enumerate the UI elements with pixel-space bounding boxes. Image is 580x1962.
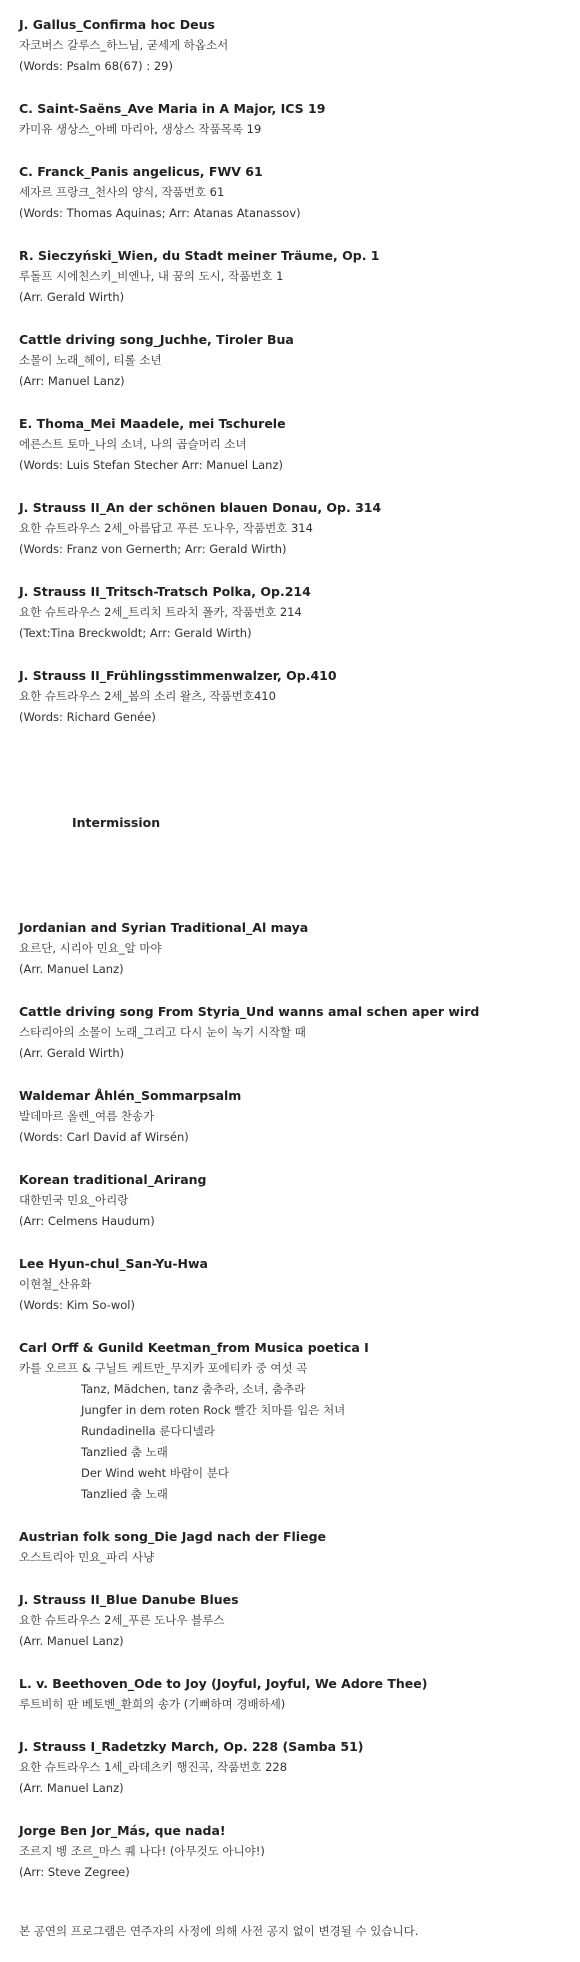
intermission-heading: Intermission	[72, 815, 161, 830]
piece-title: J. Gallus_Confirma hoc Deus	[19, 17, 215, 32]
program-piece	[19, 245, 569, 308]
piece-movement: Tanzlied 춤 노래	[81, 1487, 168, 1501]
spacer	[19, 1505, 569, 1526]
spacer	[19, 644, 569, 665]
program-piece	[19, 665, 569, 728]
piece-title: C. Saint-Saëns_Ave Maria in A Major, ICS 19	[19, 101, 326, 116]
program-piece	[19, 1337, 569, 1505]
piece-korean-title: 오스트리아 민요_파리 사냥	[19, 1550, 155, 1564]
program-piece	[19, 1001, 569, 1064]
spacer	[19, 1715, 569, 1736]
piece-credits: (Words: Franz von Gernerth; Arr: Gerald Wirth)	[19, 542, 287, 556]
piece-korean-title: 요르단, 시리아 민요_알 마야	[19, 941, 162, 955]
spacer	[19, 980, 569, 1001]
spacer	[19, 728, 569, 812]
piece-title: Jordanian and Syrian Traditional_Al maya	[19, 920, 309, 935]
piece-title: Lee Hyun-chul_San-Yu-Hwa	[19, 1256, 208, 1271]
piece-movement: Tanz, Mädchen, tanz 춤추라, 소녀, 춤추라	[81, 1382, 306, 1396]
program-piece	[19, 581, 569, 644]
piece-title: L. v. Beethoven_Ode to Joy (Joyful, Joyful, We Adore Thee)	[19, 1676, 428, 1691]
piece-korean-title: 발데마르 올렌_여름 찬송가	[19, 1109, 155, 1123]
piece-title: Korean traditional_Arirang	[19, 1172, 207, 1187]
program-piece	[19, 329, 569, 392]
program-piece	[19, 1085, 569, 1148]
piece-korean-title: 요한 슈트라우스 2세_아름답고 푸른 도나우, 작품번호 314	[19, 521, 313, 535]
piece-title: E. Thoma_Mei Maadele, mei Tschurele	[19, 416, 286, 431]
piece-credits: (Words: Richard Genée)	[19, 710, 156, 724]
spacer	[19, 77, 569, 98]
spacer	[19, 1652, 569, 1673]
piece-korean-title: 루돌프 시에친스키_비엔나, 내 꿈의 도시, 작품번호 1	[19, 269, 284, 283]
piece-korean-title: 에른스트 토마_나의 소녀, 나의 곱슬머리 소녀	[19, 437, 247, 451]
spacer	[19, 1064, 569, 1085]
piece-korean-title: 자코버스 갈루스_하느님, 굳세게 하옵소서	[19, 38, 229, 52]
program-piece	[19, 1169, 569, 1232]
piece-credits: (Arr. Gerald Wirth)	[19, 1046, 125, 1060]
piece-movement: Der Wind weht 바람이 분다	[81, 1466, 230, 1480]
program-part-1	[19, 14, 569, 728]
spacer	[19, 1568, 569, 1589]
piece-korean-title: 요한 슈트라우스 2세_봄의 소리 왈츠, 작품번호410	[19, 689, 276, 703]
spacer	[19, 224, 569, 245]
spacer	[19, 1148, 569, 1169]
spacer	[19, 308, 569, 329]
piece-korean-title: 요한 슈트라우스 1세_라데츠키 행진곡, 작품번호 228	[19, 1760, 288, 1774]
piece-movement: Tanzlied 춤 노래	[81, 1445, 168, 1459]
piece-title: Austrian folk song_Die Jagd nach der Fliege	[19, 1529, 326, 1544]
spacer	[19, 476, 569, 497]
piece-credits: (Words: Luis Stefan Stecher Arr: Manuel Lanz)	[19, 458, 283, 472]
piece-movement: Rundadinella 룬다디넬라	[81, 1424, 215, 1438]
piece-title: R. Sieczyński_Wien, du Stadt meiner Träume, Op. 1	[19, 248, 380, 263]
spacer	[19, 833, 569, 917]
program-piece	[19, 1673, 569, 1715]
piece-korean-title: 조르지 벵 조르_마스 퀘 나다! (아무것도 아니야!)	[19, 1844, 265, 1858]
piece-credits: (Arr: Celmens Haudum)	[19, 1214, 155, 1228]
piece-korean-title: 카를 오르프 & 구닐트 케트만_무지카 포에티카 중 여섯 곡	[19, 1361, 308, 1375]
program-piece	[19, 497, 569, 560]
program-piece	[19, 1820, 569, 1883]
program-part-2	[19, 917, 569, 1883]
program-piece	[19, 917, 569, 980]
program-piece	[19, 1526, 569, 1568]
piece-movement: Jungfer in dem roten Rock 빨간 치마를 입은 처녀	[81, 1403, 346, 1417]
piece-title: C. Franck_Panis angelicus, FWV 61	[19, 164, 263, 179]
piece-credits: (Words: Carl David af Wirsén)	[19, 1130, 189, 1144]
program-piece	[19, 161, 569, 224]
piece-credits: (Arr. Gerald Wirth)	[19, 290, 125, 304]
spacer	[19, 1316, 569, 1337]
piece-korean-title: 소몰이 노래_헤이, 티롤 소년	[19, 353, 162, 367]
piece-korean-title: 카미유 생상스_아베 마리아, 생상스 작품목록 19	[19, 122, 262, 136]
program-piece	[19, 14, 569, 77]
program-piece	[19, 1253, 569, 1316]
spacer	[19, 140, 569, 161]
piece-title: Cattle driving song_Juchhe, Tiroler Bua	[19, 332, 294, 347]
piece-title: J. Strauss II_Tritsch-Tratsch Polka, Op.214	[19, 584, 311, 599]
program-change-notice: 본 공연의 프로그램은 연주자의 사정에 의해 사전 공지 없이 변경될 수 있습니다.	[19, 1924, 419, 1938]
piece-credits: (Text:Tina Breckwoldt; Arr: Gerald Wirth)	[19, 626, 252, 640]
piece-korean-title: 요한 슈트라우스 2세_트리치 트라치 폴카, 작품번호 214	[19, 605, 302, 619]
piece-credits: (Arr. Manuel Lanz)	[19, 1781, 124, 1795]
piece-korean-title: 스타리아의 소몰이 노래_그리고 다시 눈이 녹기 시작할 때	[19, 1025, 306, 1039]
program-piece	[19, 1589, 569, 1652]
piece-korean-title: 대한민국 민요_아리랑	[19, 1193, 129, 1207]
program-piece	[19, 413, 569, 476]
spacer	[19, 560, 569, 581]
spacer	[19, 1799, 569, 1820]
piece-korean-title: 요한 슈트라우스 2세_푸른 도나우 블루스	[19, 1613, 225, 1627]
program-piece	[19, 1736, 569, 1799]
piece-title: Waldemar Åhlén_Sommarpsalm	[19, 1088, 242, 1103]
piece-title: Carl Orff & Gunild Keetman_from Musica poetica I	[19, 1340, 369, 1355]
piece-credits: (Arr: Steve Zegree)	[19, 1865, 130, 1879]
piece-credits: (Arr: Manuel Lanz)	[19, 374, 125, 388]
piece-title: Jorge Ben Jor_Más, que nada!	[19, 1823, 226, 1838]
piece-korean-title: 세자르 프랑크_천사의 양식, 작품번호 61	[19, 185, 225, 199]
piece-title: J. Strauss II_An der schönen blauen Donau, Op. 314	[19, 500, 382, 515]
spacer	[19, 392, 569, 413]
piece-credits: (Words: Kim So-wol)	[19, 1298, 135, 1312]
spacer	[19, 1232, 569, 1253]
program-piece	[19, 98, 569, 140]
piece-korean-title: 이현철_산유화	[19, 1277, 92, 1291]
piece-title: J. Strauss II_Frühlingsstimmenwalzer, Op.410	[19, 668, 337, 683]
piece-credits: (Words: Psalm 68(67) : 29)	[19, 59, 173, 73]
piece-title: J. Strauss I_Radetzky March, Op. 228 (Samba 51)	[19, 1739, 364, 1754]
piece-title: Cattle driving song From Styria_Und wanns amal schen aper wird	[19, 1004, 480, 1019]
piece-credits: (Arr. Manuel Lanz)	[19, 1634, 124, 1648]
piece-credits: (Words: Thomas Aquinas; Arr: Atanas Atanassov)	[19, 206, 301, 220]
piece-title: J. Strauss II_Blue Danube Blues	[19, 1592, 239, 1607]
concert-program	[19, 14, 569, 1883]
piece-credits: (Arr. Manuel Lanz)	[19, 962, 124, 976]
piece-korean-title: 루트비히 판 베토벤_환희의 송가 (기뻐하며 경배하세)	[19, 1697, 286, 1711]
